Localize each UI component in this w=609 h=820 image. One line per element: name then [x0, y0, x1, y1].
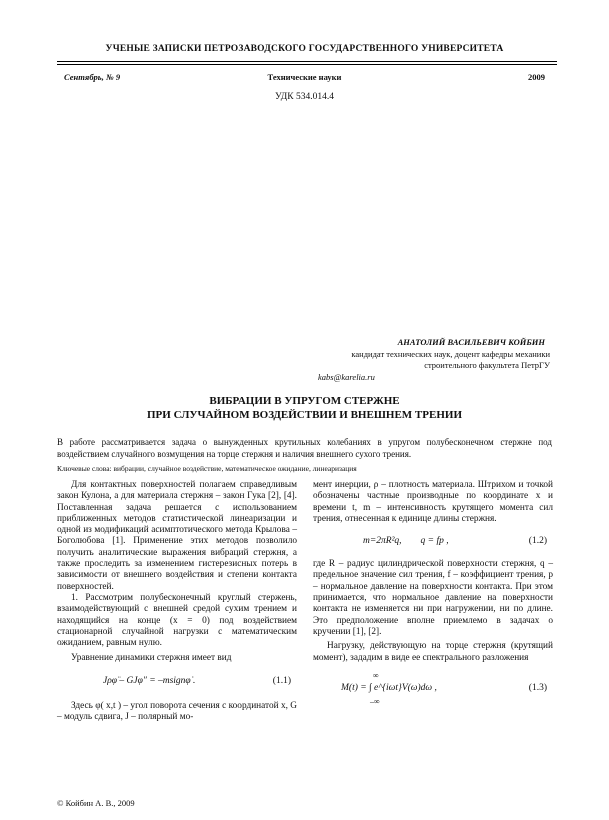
header-rule-bottom: [57, 64, 557, 65]
right-paragraph-3: Нагрузку, действующую на торце стержня (крутящий момент), зададим в виде ее спектрального разложения: [313, 641, 553, 663]
equation-1-2: [313, 531, 553, 553]
equation-1-1-expression: Jρφ̈ – GJφ″ = –msignφ̇ .: [103, 675, 196, 686]
section-name: Технические науки: [267, 72, 342, 82]
equation-1-3: [313, 670, 553, 706]
equation-1-1-number: (1.1): [272, 675, 291, 686]
author-email[interactable]: kabs@karelia.ru: [318, 372, 375, 382]
equation-1-2-expression: m=2πR²q, q = fp ,: [363, 536, 449, 547]
left-paragraph-2: 1. Рассмотрим полубесконечный круглый стержень, взаимодействующий с внешней средой сухим трением и находящийся на конце (x = 0) под воздействием стационарной случайной нагрузки с математическим ожиданием, равным нулю.: [57, 592, 297, 649]
journal-title: УЧЕНЫЕ ЗАПИСКИ ПЕТРОЗАВОДСКОГО ГОСУДАРСТВЕННОГО УНИВЕРСИТЕТА: [105, 44, 504, 54]
title-line-2: ПРИ СЛУЧАЙНОМ ВОЗДЕЙСТВИИ И ВНЕШНЕМ ТРЕНИИ: [146, 409, 462, 421]
left-column: [57, 480, 297, 723]
article-title: [0, 394, 609, 422]
keywords: Ключевые слова: вибрации, случайное воздействие, математическое ожидание, линеаризация: [57, 464, 357, 473]
equation-1-3-expression: M(t) = ∫ e^{iωt}V(ω)dω ,: [341, 682, 437, 693]
left-paragraph-4: Здесь φ( x,t ) – угол поворота сечения с координатой x, G – модуль сдвига, J – полярный мо-: [57, 700, 297, 723]
left-paragraph-3: Уравнение динамики стержня имеет вид: [71, 653, 232, 664]
right-column: [313, 480, 553, 706]
copyright: © Койбин А. В., 2009: [57, 798, 135, 808]
right-paragraph-2: где R – радиус цилиндрической поверхности стержня, q – предельное значение сил трения, f – коэффициент трения, p – нормальное давление на поверхности контакта. При этом принимается, что нормальное давление на поверхности контакта не изменяется ни при нагружении, ни по длине. Это предположение вполне приемлемо в задачах о кручении [1], [2].: [313, 559, 553, 637]
author-name: АНАТОЛИЙ ВАСИЛЬЕВИЧ КОЙБИН: [397, 337, 545, 347]
header-rule-top: [57, 61, 557, 62]
integral-lower-limit: –∞: [370, 696, 380, 706]
equation-1-1: [57, 671, 297, 693]
equation-1-3-number: (1.3): [528, 682, 547, 693]
equation-1-2-number: (1.2): [528, 536, 547, 547]
left-paragraph-1: Для контактных поверхностей полагаем справедливым закон Кулона, а для материала стержня – закон Гука [2], [4]. Поставленная задача решается с использованием приближенных методов статистической линеаризации и одной из модификаций асимптотического метода Крылова – Боголюбова [1]. Применение этих методов позволило получить аналитические выражения вибраций стержня, а также проследить за изменением гистерезисных потерь в зависимости от внешнего воздействия и степени контакта поверхностей.: [57, 480, 297, 592]
right-paragraph-1: мент инерции, ρ – плотность материала. Штрихом и точкой обозначены частные производные по координате x и времени t, m – интенсивность крутящего момента сил трения, отнесенная к единице длины стержня.: [313, 480, 553, 524]
integral-upper-limit: ∞: [373, 670, 379, 680]
abstract: В работе рассматривается задача о вынужденных крутильных колебаниях в упругом полубесконечном стержне под воздействием случайного возмущения на торце стержня и наличия внешнего сухого трения.: [57, 437, 552, 459]
issue-label: Сентябрь, № 9: [64, 72, 121, 82]
author-affiliation: кандидат технических наук, доцент кафедры механики строительного факультета ПетрГУ: [351, 349, 550, 370]
udk-code: УДК 534.014.4: [275, 92, 334, 102]
year-label: 2009: [528, 72, 545, 82]
title-line-1: ВИБРАЦИИ В УПРУГОМ СТЕРЖНЕ: [209, 395, 400, 407]
